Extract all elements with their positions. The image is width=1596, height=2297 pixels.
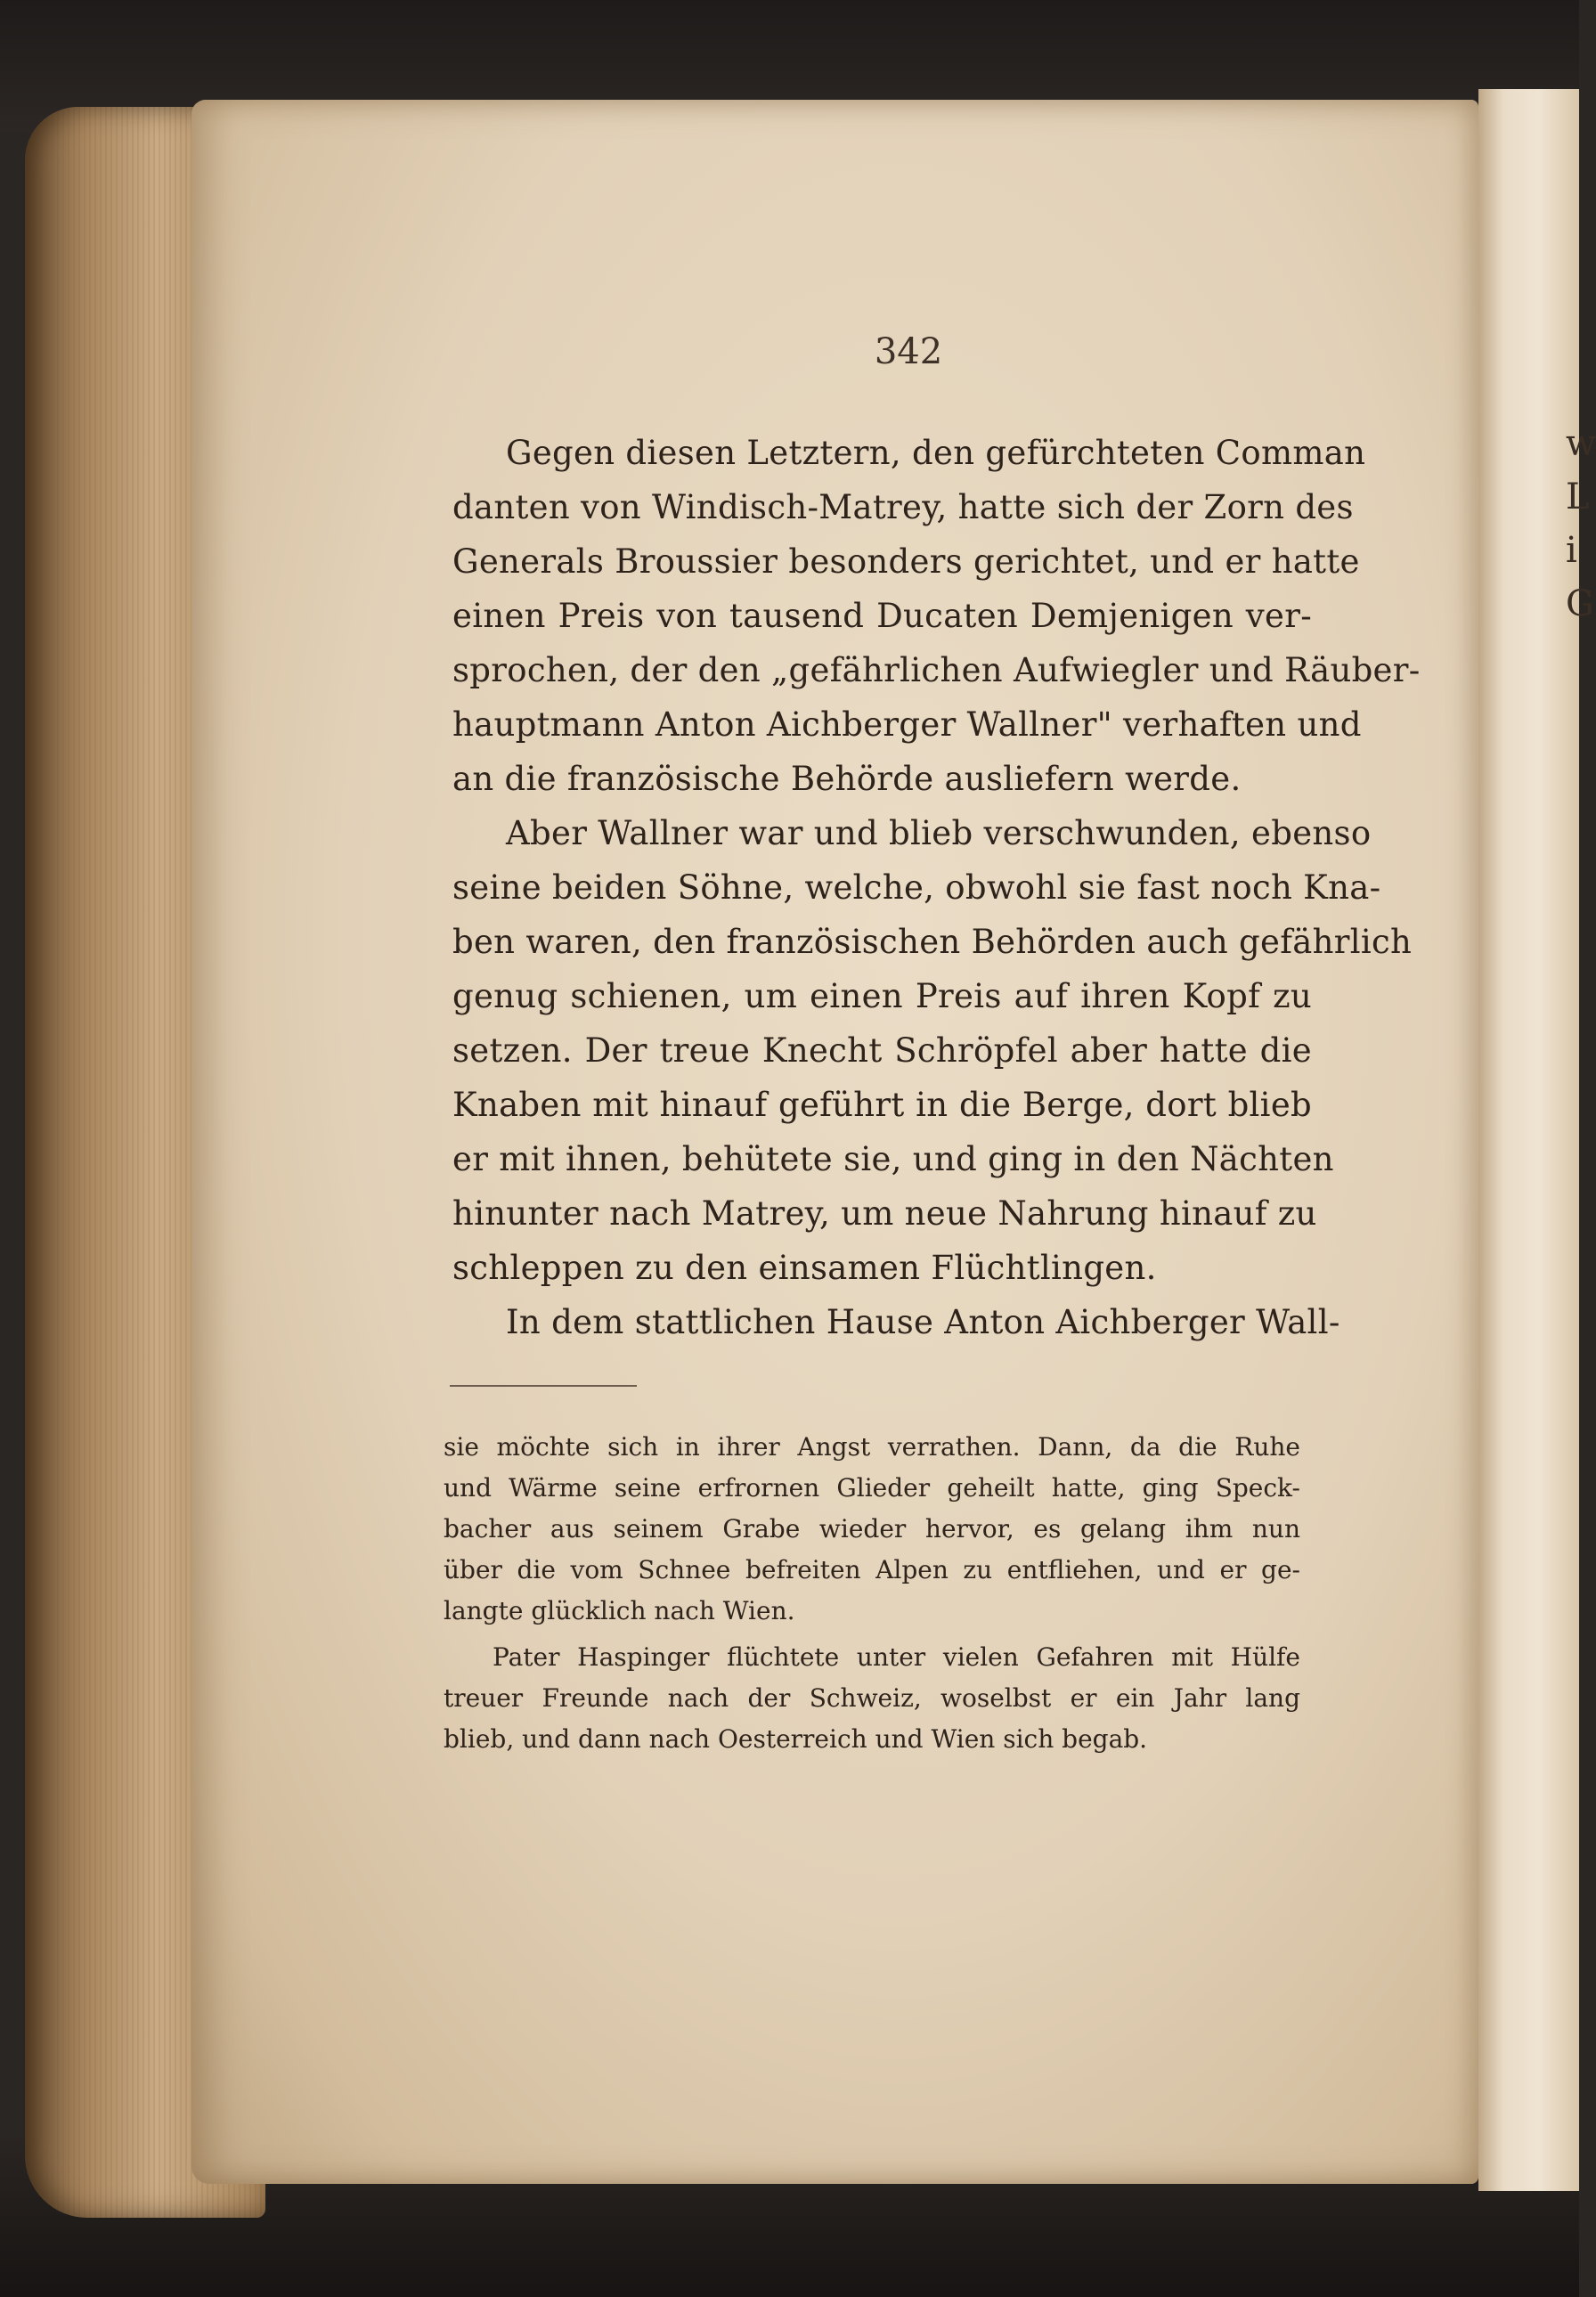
footnote-text [444, 1427, 1300, 1760]
footnote-line: blieb, und dann nach Oesterreich und Wien sich begab. [444, 1724, 1148, 1754]
body-line: hinunter nach Matrey, um neue Nahrung hinauf zu [452, 1194, 1317, 1233]
footnote-separator [450, 1385, 637, 1387]
facing-page-edge [1478, 89, 1579, 2191]
footnote-line: Pater Haspinger flüchtete unter vielen Gefahren mit Hülfe [493, 1642, 1300, 1672]
footnote-line: bacher aus seinem Grabe wieder hervor, es gelang ihm nun [444, 1514, 1300, 1544]
body-line: er mit ihnen, behütete sie, und ging in den Nächten [452, 1140, 1334, 1178]
facing-page-fragment: i [1566, 530, 1577, 571]
footnote-line: langte glücklich nach Wien. [444, 1596, 795, 1625]
body-line: ben waren, den französischen Behörden auch gefährlich [452, 923, 1413, 961]
body-line: In dem stattlichen Hause Anton Aichberger Wall- [506, 1303, 1340, 1341]
footnote-line: sie möchte sich in ihrer Angst verrathen. Dann, da die Ruhe [444, 1432, 1300, 1462]
page-number: 342 [874, 331, 943, 372]
body-line: hauptmann Anton Aichberger Wallner" verhaften und [452, 705, 1362, 744]
body-line: danten von Windisch-Matrey, hatte sich der Zorn des [452, 488, 1354, 526]
body-line: sprochen, der den „gefährlichen Aufwiegler und Räuber- [452, 651, 1421, 689]
body-line: Generals Broussier besonders gerichtet, und er hatte [452, 542, 1360, 581]
body-text [452, 426, 1421, 1349]
footnote-line: über die vom Schnee befreiten Alpen zu entfliehen, und er ge- [444, 1555, 1300, 1584]
facing-page-fragment: w [1566, 423, 1596, 464]
body-line: an die französische Behörde ausliefern werde. [452, 760, 1242, 798]
body-line: genug schienen, um einen Preis auf ihren Kopf zu [452, 977, 1312, 1015]
body-line: einen Preis von tausend Ducaten Demjenigen ver- [452, 597, 1312, 635]
body-line: Knaben mit hinauf geführt in die Berge, dort blieb [452, 1086, 1312, 1124]
body-line: seine beiden Söhne, welche, obwohl sie fast noch Kna- [452, 868, 1381, 907]
body-line: schleppen zu den einsamen Flüchtlingen. [452, 1249, 1157, 1287]
footnote-line: treuer Freunde nach der Schweiz, woselbst er ein Jahr lang [444, 1683, 1300, 1713]
facing-page-fragment: L [1566, 477, 1590, 517]
footnote-line: und Wärme seine erfrornen Glieder geheilt hatte, ging Speck- [444, 1473, 1300, 1503]
body-line: Aber Wallner war und blieb verschwunden, ebenso [506, 814, 1372, 852]
body-line: setzen. Der treue Knecht Schröpfel aber hatte die [452, 1031, 1312, 1070]
body-line: Gegen diesen Letztern, den gefürchteten Comman [506, 434, 1366, 472]
facing-page-fragment: G [1566, 583, 1594, 624]
